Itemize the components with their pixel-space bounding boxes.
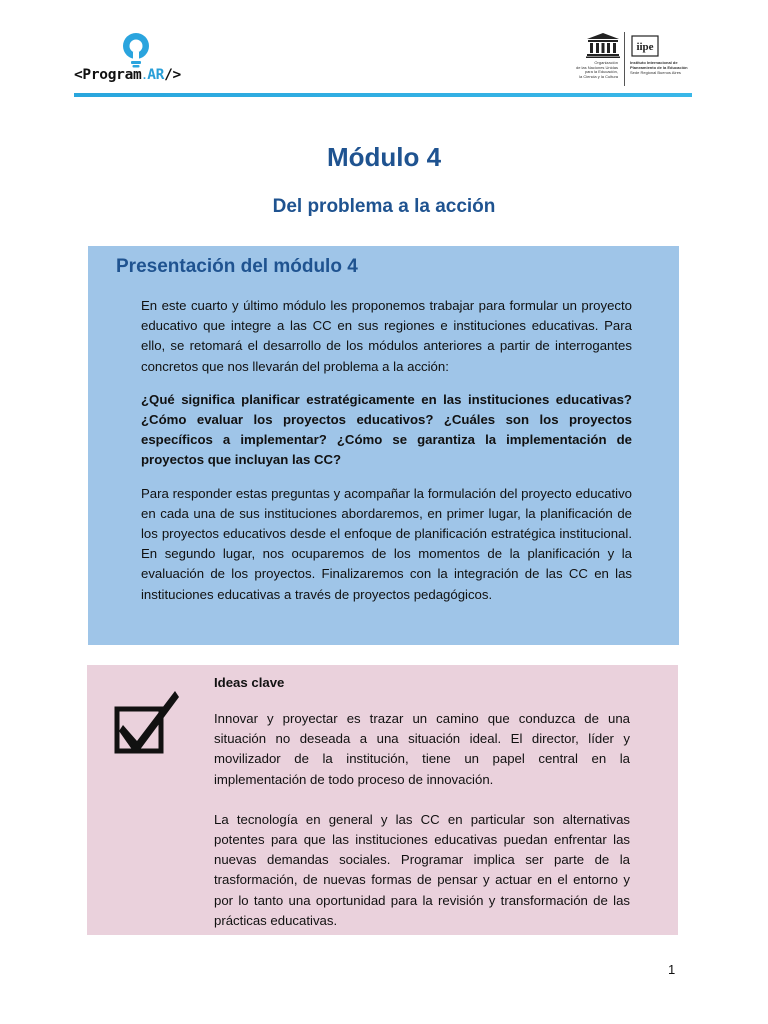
program-ar-logo xyxy=(74,32,204,88)
unesco-line: la Ciencia y la Cultura xyxy=(579,73,618,79)
presentation-questions: ¿Qué significa planificar estratégicamente en las instituciones educativas? ¿Cómo evaluar los proyectos educativos? ¿Cuáles son los proyectos específicos a implementar? ¿Cómo se garantiza la implementación de proyectos que incluyan las CC? xyxy=(141,391,632,468)
iipe-line: Planeamiento de la Educación xyxy=(630,64,688,70)
unesco-caption xyxy=(566,61,618,79)
iipe-line: Sede Regional Buenos Aires xyxy=(630,69,681,75)
checkmark-icon xyxy=(113,687,181,755)
key-ideas-paragraph: La tecnología en general y las CC en particular son alternativas potentes para que las instituciones educativas puedan enfrentar las nuevas demandas sociales. Programar implica ser parte de la trasformación, de nuevas formas de pensar y actuar en el entorno y por lo tanto una oportunidad para la revisión y transformación de las prácticas educativas. xyxy=(214,811,630,928)
presentation-section xyxy=(88,246,679,645)
page-number: 1 xyxy=(668,962,676,977)
logo-accent: AR xyxy=(147,67,165,83)
unesco-temple-icon xyxy=(586,32,620,58)
presentation-paragraph: En este cuarto y último módulo les proponemos trabajar para formular un proyecto educativo que integre a las CC en sus regiones e instituciones educativas. Para ello, se retomará el desarrollo de los módulos anteriores a partir de interrogantes concretos que nos llevarán del problema a la acción: xyxy=(141,298,632,374)
iipe-caption xyxy=(630,61,698,75)
presentation-paragraph: Para responder estas preguntas y acompañar la formulación del proyecto educativo en cada una de sus instituciones abordaremos, en primer lugar, la planificación de los proyectos educativos desde el enfoque de planificación estratégica institucional. En segundo lugar, nos ocuparemos de los momentos de la planificación y la evaluación de los proyectos. Finalizaremos con la integración de las CC en las instituciones educativas a través de proyectos pedagógicos. xyxy=(141,485,632,602)
header-divider xyxy=(74,93,692,97)
unesco-line: Organización xyxy=(594,60,618,65)
logo-dot: . xyxy=(141,71,148,82)
iipe-logo-icon xyxy=(630,34,660,58)
logo-prefix: <Program xyxy=(74,67,142,83)
key-ideas-paragraph: Innovar y proyectar es trazar un camino que conduzca de una situación no deseada a una situación ideal. El director, líder y movilizador de la institución, tiene un papel central en la implementación de todo proceso de innovación. xyxy=(214,711,630,787)
presentation-heading: Presentación del módulo 4 xyxy=(116,256,358,277)
presentation-body xyxy=(141,296,632,618)
key-ideas-section xyxy=(87,665,678,935)
page-header xyxy=(0,0,768,100)
iipe-line: Instituto Internacional de xyxy=(630,60,678,65)
page-title: Módulo 4 xyxy=(326,142,442,172)
iipe-mark-letters: iipe xyxy=(636,41,654,53)
program-ar-wordmark xyxy=(74,67,181,83)
logo-suffix: /> xyxy=(164,67,181,83)
key-ideas-body xyxy=(214,709,630,951)
unesco-line: para la Educación, xyxy=(584,69,618,75)
unesco-line: de las Naciones Unidas xyxy=(575,64,618,70)
lightbulb-icon xyxy=(120,32,152,68)
logo-divider xyxy=(624,32,625,86)
key-ideas-heading: Ideas clave xyxy=(214,675,285,690)
page-subtitle: Del problema a la acción xyxy=(272,196,496,217)
unesco-iipe-logo xyxy=(568,30,698,88)
